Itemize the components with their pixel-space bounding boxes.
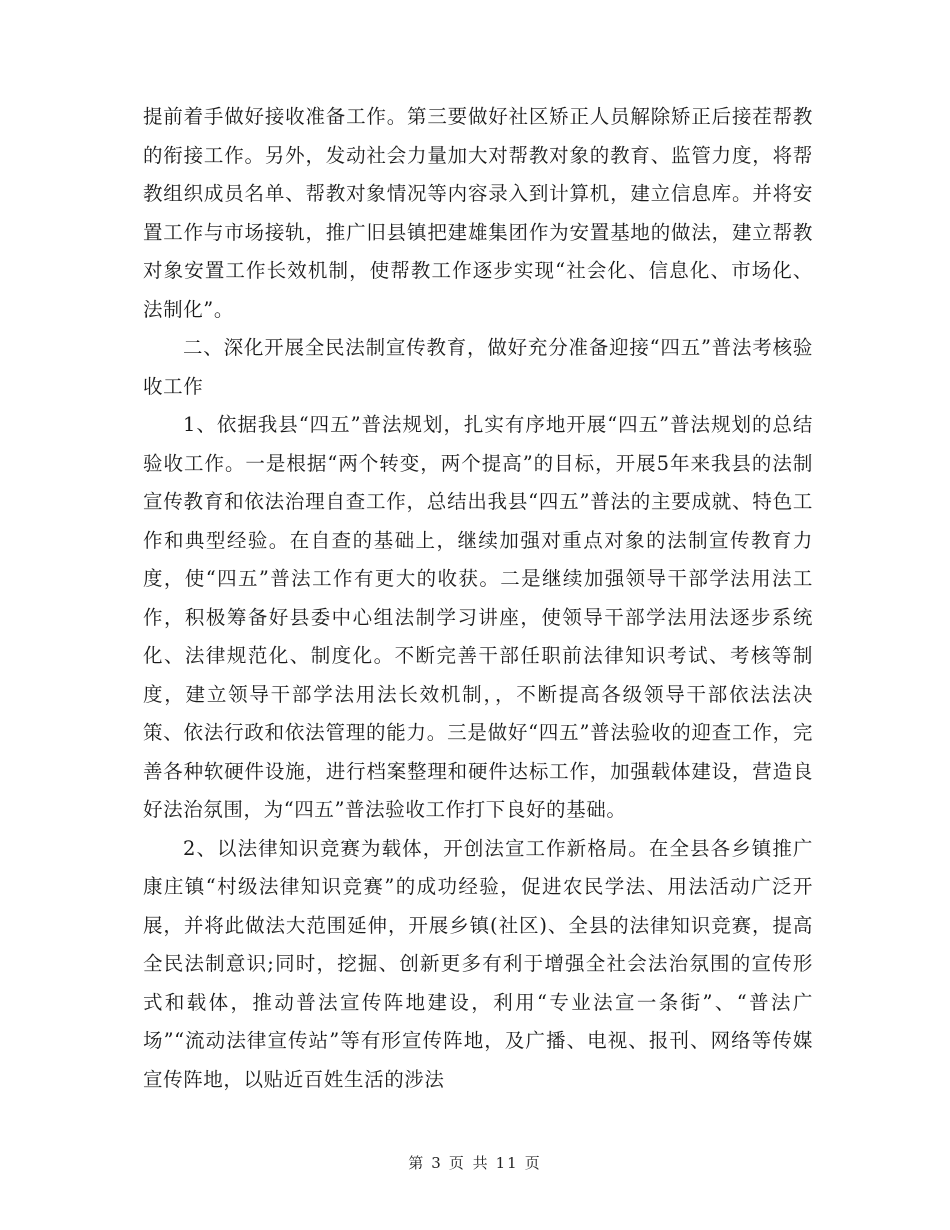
footer-suffix: 页 [524,1154,542,1172]
footer-middle: 页 共 [448,1154,490,1172]
section-heading-2: 二、深化开展全民法制宣传教育，做好充分准备迎接“四五”普法考核验收工作 [143,336,813,398]
footer-page-number: 3 [431,1154,443,1172]
page-footer [0,1152,950,1173]
paragraph-item-1: 1、依据我县“四五”普法规划，扎实有序地开展“四五”普法规划的总结验收工作。一是根据“两个转变，两个提高”的目标，开展5年来我县的法制宣传教育和依法治理自查工作，总结出我县“四五”普法的主要成就、特色工作和典型经验。在自查的基础上，继续加强对重点对象的法制宣传教育力度，使“四五”普法工作有更大的收获。二是继续加强领导干部学法用法工作，积极筹备好县委中心组法制学习讲座，使领导干部学法用法逐步系统化、法律规范化、制度化。不断完善干部任职前法律知识考试、考核等制度，建立领导干部学法用法长效机制，，不断提高各级领导干部依法法决策、依法行政和依法管理的能力。三是做好“四五”普法验收的迎查工作，完善各种软硬件设施，进行档案整理和硬件达标工作，加强载体建设，营造良好法治氛围，为“四五”普法验收工作打下良好的基础。 [143,413,813,821]
document-body [143,98,813,1099]
paragraph-item-2: 2、以法律知识竞赛为载体，开创法宣工作新格局。在全县各乡镇推广康庄镇“村级法律知识竞赛”的成功经验，促进农民学法、用法活动广泛开展，并将此做法大范围延伸，开展乡镇(社区)、全县的法律知识竞赛，提高全民法制意识;同时，挖掘、创新更多有利于增强全社会法治氛围的宣传形式和载体，推动普法宣传阵地建设，利用“专业法宣一条街”、“普法广场”“流动法律宣传站”等有形宣传阵地，及广播、电视、报刊、网络等传媒宣传阵地，以贴近百姓生活的涉法 [143,836,813,1091]
footer-total-pages: 11 [495,1154,519,1172]
footer-prefix: 第 [408,1154,426,1172]
paragraph-1: 提前着手做好接收准备工作。第三要做好社区矫正人员解除矫正后接茬帮教的衔接工作。另外，发动社会力量加大对帮教对象的教育、监管力度，将帮教组织成员名单、帮教对象情况等内容录入到计算机，建立信息库。并将安置工作与市场接轨，推广旧县镇把建雄集团作为安置基地的做法，建立帮教对象安置工作长效机制，使帮教工作逐步实现“社会化、信息化、市场化、法制化”。 [143,105,813,321]
